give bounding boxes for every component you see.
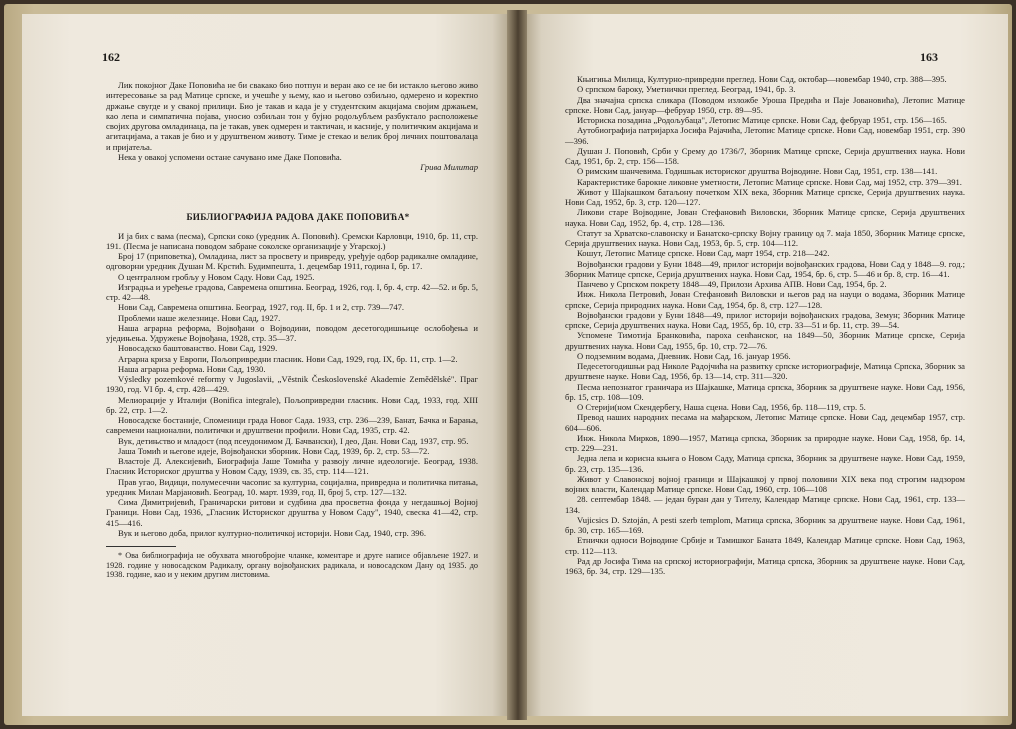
bibliography-entry: Карактеристике барокне ликовне уметности, Летопис Матице српске. Нови Сад, мај 1952, стр. 379—391. xyxy=(577,176,962,187)
bibliography-entry: Књигињa Милица, Културно-привредни преглед. Нови Сад, октобар—новембар 1940, стр. 388—395. xyxy=(577,74,947,84)
bibliography-entry: Vujicsics D. Sztoján, A pesti szerb templom, Матица српска, Зборник за друштвене науке. Нови Сад, 1961, бр. 30, стр. 165—169. xyxy=(565,514,965,535)
bibliography-entry: Сима Димитријевић, Граничарски ритови и судбина два просветна фонда у негдашњој Војној Граници. Нови Сад, 1936, „Гласник Историског друштва у Новом Саду", 1940, свеска 41—42, стр. 415—416. xyxy=(106,497,478,528)
left-page-text xyxy=(106,80,478,580)
bibliography-entry: Превод наших народних песама на мађарском, Летопис Матице српске. Нови Сад, децембар 1957, стр. 604—606. xyxy=(565,412,965,433)
page-number-right: 163 xyxy=(920,50,938,64)
bibliography-entry: Живот у Славонској војној граници и Шајкашкој у првој половини XIX века под строгим надзором војних власти, Календар Матице српске. Нови Сад, 1960, стр. 106—108 xyxy=(565,473,965,494)
bibliography-entry: 28. септембар 1848. — један буран дан у Тителу, Календар Матице српске. Нови Сад, 1961, стр. 133—134. xyxy=(565,494,965,515)
bibliography-entry: Новосадске бостаније, Споменици града Новог Сада. 1933, стр. 236—239, Банат, Бачка и Барања, савремени национални, политички и друштвени профили. Нови Сад, 1935, стр. 42. xyxy=(106,415,478,436)
bibliography-entry: Песма непознатог граничара из Шајкашке, Матица српска, Зборник за друштвене науке. Нови Сад, 1956, бр. 15, стр. 108—109. xyxy=(565,381,965,402)
bibliography-entry: Нови Сад, Савремена општина. Београд, 1927, год. II, бр. 1 и 2, стр. 739—747. xyxy=(118,302,405,313)
bibliography-entry: Број 17 (приповетка), Омладина, лист за просвету и привреду, уређује одбор радикалне омладине, одговорни уредник Душан М. Крстић. Будимпешта, 1. децембар 1911, година I, бр. 17. xyxy=(106,251,478,272)
bibliography-entry: О римским шанчевима. Годишњак историског друштва Војводине. Нови Сад, 1951, стр. 138—141. xyxy=(577,166,938,177)
bibliography-entry: Кошут, Летопис Матице српске. Нови Сад, март 1954, стр. 218—242. xyxy=(577,248,830,259)
bibliography-entry: Рад др Јосифа Тима на српској историографији, Матица српска, Зборник за друштвене науке. Нови Сад, 1963, бр. 34, стр. 129—135. xyxy=(565,555,965,576)
bibliography-entry: О подземним водама, Дневник. Нови Сад, 16. јануар 1956. xyxy=(577,350,791,361)
bibliography-entry: Проблеми наше железнице. Нови Сад, 1927. xyxy=(118,312,281,323)
bibliography-list-right xyxy=(565,74,965,576)
bibliography-entry: Два значајна српска сликара (Поводом изложбе Уроша Предића и Паје Јовановића), Летопис Матице српске. Нови Сад, јануар—фебруар 1950, стр. 89—95. xyxy=(565,94,965,115)
bibliography-entry: Прав угао, Видици, полумесечни часопис за културна, социјална, привредна и политичка питања, уредник Милан Марјановић. Београд, 10. март. 1939, год. II, број 5, стр. 127—132. xyxy=(106,476,478,497)
bibliography-entry: О Стерији(ном Скендербегу, Наша сцена. Нови Сад, 1956, бр. 118—119, стр. 5. xyxy=(577,402,866,412)
bibliography-list-left xyxy=(106,231,478,539)
intro-paragraphs xyxy=(106,80,478,162)
page-number-left: 162 xyxy=(102,50,120,64)
intro-paragraph: Лик покојног Даке Поповића не би свакако био потпун и веран ако се не би истакло његово живо интересовање за рад Матице српске, и учешће у њему, као и његово озбиљно, одмерено и коректно држање свугде и у свакој прилици. Био је такав и када је у студентским акцијама својим држањем, као лепа и симпатична појава, уносио озбиљан тон у бујно родољубљем разбуктало расположење својих другова омладинаца, па је такав, увек одмерен и тактичан, и касније, у политичким акцијама и агитацијама, а такав је био и у друштвеном животу. Тиме је стекао и велик број личних поштовалаца и пријатеља. xyxy=(106,80,478,152)
book-gutter xyxy=(507,10,527,720)
bibliography-entry: Вук и његово доба, прилог културно-политичкој историји. Нови Сад, 1940, стр. 396. xyxy=(118,527,426,538)
bibliography-entry: Наша аграрна реформа, Војвођани о Војводини, поводом десетогодишњице ослобођења и уједињења. Удружење Војвођана, 1928, стр. 35—37. xyxy=(106,322,478,343)
bibliography-entry: Аутобиографија патријарха Јосифа Рајачића, Летопис Матице српске. Нови Сад, новембар 1951, стр. 390—396. xyxy=(565,125,965,146)
bibliography-entry: Успомене Тимотија Бранковића, пароха сенћанског, на 1849—50, Зборник Матице српске, Серија друштвених наука. Нови Сад, 1955, бр. 10, стр. 72—76. xyxy=(565,330,965,351)
bibliography-entry: Изградња и уређење градова, Савремена општина. Београд, 1926, год. I, бр. 4, стр. 42—52. и бр. 5, стр. 42—48. xyxy=(106,281,478,302)
bibliography-entry: Војвођански градови у Буни 1848—49, прилог историји војвођанских градова, Земун; Зборник Матице српске, Серија друштвених наука. Нови Сад, 1955, бр. 10, стр. 33—51 и бр. 11, стр. 39—54. xyxy=(565,309,965,330)
bibliography-entry: Наша аграрна реформа. Нови Сад, 1930. xyxy=(118,363,266,374)
bibliography-entry: Јаша Томић и његове идеје, Војвођански зборник. Нови Сад, 1939, бр. 2, стр. 53—72. xyxy=(118,445,430,456)
bibliography-entry: О централном гробљу у Новом Саду. Нови Сад, 1925. xyxy=(118,271,315,282)
bibliography-entry: Живот у Шајкашком батаљону почетком XIX века, Зборник Матице српске, Серија друштвених наука. Нови Сад, 1952, бр. 3, стр. 120—127. xyxy=(565,186,965,207)
bibliography-entry: Једна лепа и корисна књига о Новом Саду, Матица српска, Зборник за друштвене науке. Нови Сад, 1959, бр. 23, стр. 135—136. xyxy=(565,453,965,474)
bibliography-entry: О српском бароку, Уметнички преглед. Београд, 1941, бр. 3. xyxy=(577,84,796,95)
open-book xyxy=(4,4,1012,725)
intro-paragraph: Нека у овакој успомени остане сачувано име Даке Поповића. xyxy=(118,151,342,162)
bibliography-heading: БИБЛИОГРАФИЈА РАДОВА ДАКЕ ПОПОВИЋА* xyxy=(186,212,410,223)
bibliography-entry: Инж. Никола Мирков, 1890—1957, Матица српска, Зборник за природне науке. Нови Сад, 1958, бр. 14, стр. 229—231. xyxy=(565,432,965,453)
right-page xyxy=(527,14,1008,716)
bibliography-entry: Výsledky pozemkové reformy v Jugoslavii, „Věstnik Československé Akademie Zemědělské". Праг 1930, год. VI бр. 4, стр. 428—429. xyxy=(106,374,478,395)
bibliography-entry: Војвођански градови у Буни 1848—49, прилог историји војвођанских градова, Нови Сад у 1848—9. год.; Зборник Матице српске, Серија друштвених наука. Нови Сад, 1954, бр. 6, стр. 5—46 и бр. 8, стр. 16—41. xyxy=(565,258,965,279)
bibliography-entry: Педесетогодишњи рад Николе Радојчића на развитку српске историографије, Матица Српска, Зборник за друштвене науке. Нови Сад, 1956, бр. 13—14, стр. 311—320. xyxy=(565,361,965,382)
bibliography-entry: Историска позадина „Родољубаца", Летопис Матице српске. Нови Сад, фебруар 1951, стр. 156—165. xyxy=(577,115,947,125)
bibliography-entry: Ликови старе Војводине, Јован Стефановић Виловски, Зборник Матице српске, Серија друштвених наука. Нови Сад, 1952, бр. 4, стр. 128—136. xyxy=(565,207,965,228)
bibliography-entry: Аграрна криза у Европи, Пољопривредни гласник. Нови Сад, 1929, год. IX, бр. 11, стр. 1—2. xyxy=(118,353,458,364)
bibliography-entry: Инж. Никола Петровић, Јован Стефановић Виловски и његов рад на науци о водама, Зборник Матице српске, Серија природних наука. Нови Сад, 1954, бр. 8, стр. 127—128. xyxy=(565,289,965,310)
bibliography-entry: Етнички односи Војводине Србије и Тамишког Баната 1849, Календар Матице српске. Нови Сад, 1963, стр. 112—113. xyxy=(565,535,965,556)
bibliography-entry: Душан Ј. Поповић, Срби у Срему до 1736/7, Зборник Матице српске, Серија друштвених наука. Нови Сад, 1951, бр. 2, стр. 156—158. xyxy=(565,145,965,166)
footnote: * Ова библиографија не обухвата многобројне чланке, коментаре и друге написе објављене 1927. и 1928. године у новосадском Радикалу, органу војвођанских радикала, и новосадском Дану од 1935. до 1938. године, као и у неким другим листовима. xyxy=(106,551,478,580)
left-page xyxy=(22,14,507,716)
right-page-text xyxy=(565,74,965,576)
bibliography-entry: Мелиорације у Италији (Bonifica integrale), Пољопривредни гласник. Нови Сад, 1933, год. XIII бр. 22, стр. 1—2. xyxy=(106,394,478,415)
bibliography-entry: Новосадско баштованство. Нови Сад, 1929. xyxy=(118,343,278,354)
author-signature: Грива Милитар xyxy=(420,162,478,172)
footnote-rule xyxy=(106,546,176,547)
bibliography-entry: Властоје Д. Алексијевић, Биографија Јаше Томића у развоју личне идеологије. Београд, 1938. Гласник Историског друштва у Новом Саду, 1939, св. 35, стр. 114—121. xyxy=(106,456,478,477)
bibliography-entry: Панчево у Српском покрету 1848—49, Прилози Архива АПВ. Нови Сад, 1954, бр. 2. xyxy=(577,279,887,289)
bibliography-entry: Статут за Хрватско-славонску и Банатско-српску Војну границу од 7. маја 1850, Зборник Матице српске, Серија друштвених наука. Нови Сад, 1953, бр. 5, стр. 104—112. xyxy=(565,227,965,248)
bibliography-entry: И ја бих с вама (песма), Српски соко (уредник А. Поповић). Сремски Карловци, 1910, бр. 11, стр. 191. (Песма је написана поводом забране соколске организације у Угарској.) xyxy=(106,230,478,251)
bibliography-entry: Вук, детињство и младост (под псеудонимом Д. Бачвански), I део, Дан. Нови Сад, 1937, стр. 95. xyxy=(118,435,469,446)
